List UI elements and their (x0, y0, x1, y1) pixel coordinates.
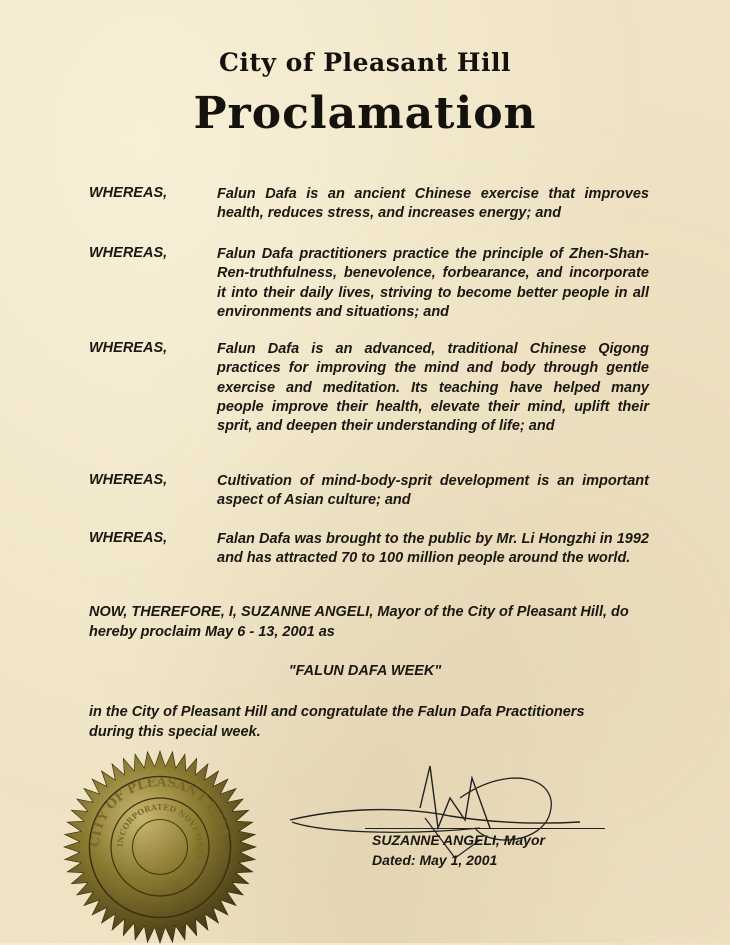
signer-name: SUZANNE ANGELI, Mayor (372, 832, 545, 848)
city-heading: City of Pleasant Hill (218, 48, 512, 77)
whereas-text: Cultivation of mind-body-sprit development is an important aspect of Asian culture; and (217, 473, 649, 509)
seal-inner-text: INCORPORATED NOVEMBER 14, 1961 (115, 802, 205, 892)
signature-line (365, 828, 605, 829)
week-title: "FALUN DAFA WEEK" (288, 663, 442, 679)
dated-line: Dated: May 1, 2001 (372, 852, 498, 868)
city-seal (62, 749, 258, 945)
whereas-label: WHEREAS, (89, 340, 168, 356)
whereas-label: WHEREAS, (89, 530, 168, 546)
closing-text: in the City of Pleasant Hill and congratulate the Falun Dafa Practitioners during this special week. (89, 704, 585, 740)
whereas-text: Falun Dafa is an ancient Chinese exercise that improves health, reduces stress, and increases energy; and (217, 186, 649, 222)
whereas-text: Falun Dafa practitioners practice the principle of Zhen-Shan-Ren-truthfulness, benevolence, forbearance, and incorporate it into their daily lives, striving to become better people in all environments and situations; and (217, 246, 649, 320)
proclamation-title: Proclamation (193, 88, 537, 139)
whereas-label: WHEREAS, (89, 472, 168, 488)
seal-outer-text: CITY OF PLEASANT HILL (88, 775, 232, 848)
proclaim-text: NOW, THEREFORE, I, SUZANNE ANGELI, Mayor of the City of Pleasant Hill, do hereby proclaim May 6 - 13, 2001 as (89, 604, 629, 640)
whereas-label: WHEREAS, (89, 245, 168, 261)
whereas-text: Falun Dafa is an advanced, traditional Chinese Qigong practices for improving the mind and body through gentle exercise and meditation. Its teaching have helped many people improve their health, elevate their mind, uplift their sprit, and deepen their understanding of life; and (217, 341, 649, 435)
whereas-label: WHEREAS, (89, 185, 168, 201)
whereas-text: Falan Dafa was brought to the public by Mr. Li Hongzhi in 1992 and has attracted 70 to 100 million people around the world. (217, 531, 649, 567)
